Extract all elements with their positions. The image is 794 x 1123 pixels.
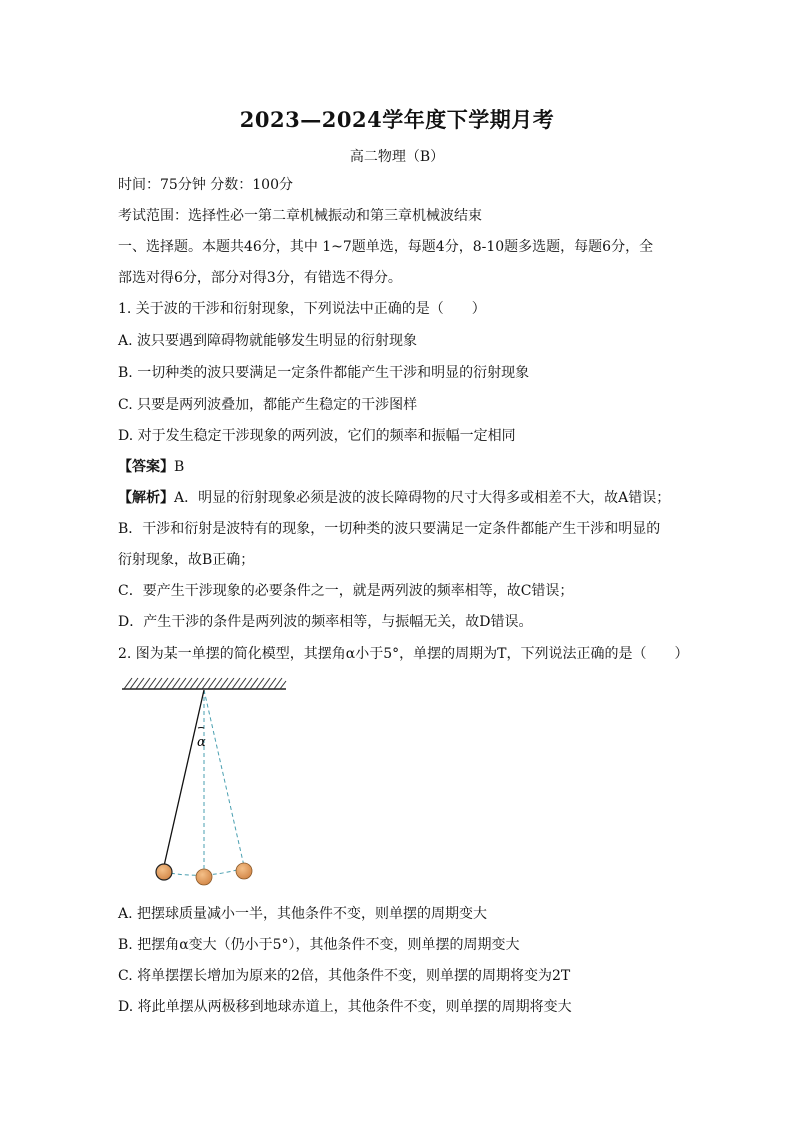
q1-analysis-line5: D．产生干涉的条件是两列波的频率相等，与振幅无关，故D错误。	[118, 614, 533, 630]
right-swing-line	[204, 690, 244, 866]
q1-answer	[118, 458, 184, 476]
section-heading-line2: 部选对得6分，部分对得3分，有错选不得分。	[118, 270, 402, 286]
q1-option-d: D. 对于发生稳定干涉现象的两列波，它们的频率和振幅一定相同	[118, 428, 516, 444]
analysis-text: A．明显的衍射现象必须是波的波长障碍物的尺寸大得多或相差不大，故A错误；	[174, 490, 671, 506]
q1-analysis-line2: B．干涉和衍射是波特有的现象，一切种类的波只要满足一定条件都能产生干涉和明显的	[118, 521, 661, 537]
ball-center	[196, 869, 212, 885]
q2-option-d: D. 将此单摆从两极移到地球赤道上，其他条件不变，则单摆的周期将变大	[118, 999, 572, 1015]
exam-subtitle: 高二物理（B）	[349, 149, 445, 165]
q1-stem: 1. 关于波的干涉和衍射现象，下列说法中正确的是（ ）	[118, 301, 486, 317]
answer-value: B	[174, 459, 185, 475]
q1-analysis-line1	[118, 489, 670, 507]
section-heading-line1: 一、选择题。本题共46分，其中 1~7题单选，每题4分，8-10题多选题，每题6分，全	[118, 239, 654, 255]
q1-analysis-line3: 衍射现象，故B正确；	[118, 552, 255, 568]
exam-time-info: 时间：75分钟 分数：100分	[118, 177, 293, 193]
q1-analysis-line4: C．要产生干涉现象的必要条件之一，就是两列波的频率相等，故C错误；	[118, 583, 574, 599]
ball-right	[236, 863, 252, 879]
q2-option-a: A. 把摆球质量减小一半，其他条件不变，则单摆的周期变大	[118, 906, 488, 922]
q2-stem: 2. 图为某一单摆的简化模型，其摆角α小于5°，单摆的周期为T，下列说法正确的是（ ）	[118, 646, 689, 662]
pendulum-string	[164, 690, 204, 866]
answer-tag: 【答案】	[118, 459, 174, 475]
alpha-label: α	[197, 735, 206, 750]
angle-arc	[198, 728, 204, 729]
q1-option-b: B. 一切种类的波只要满足一定条件都能产生干涉和明显的衍射现象	[118, 365, 530, 381]
ball-left	[156, 864, 172, 880]
pendulum-figure	[118, 676, 293, 888]
exam-title: 2023—2024学年度下学期月考	[239, 107, 555, 132]
q2-option-c: C. 将单摆摆长增加为原来的2倍，其他条件不变，则单摆的周期将变为2T	[118, 968, 571, 984]
q2-option-b: B. 把摆角α变大（仍小于5°），其他条件不变，则单摆的周期变大	[118, 937, 520, 953]
q1-option-c: C. 只要是两列波叠加，都能产生稳定的干涉图样	[118, 397, 418, 413]
ceiling-hatch	[122, 678, 286, 689]
q1-option-a: A. 波只要遇到障碍物就能够发生明显的衍射现象	[118, 333, 418, 349]
exam-scope-info: 考试范围：选择性必一第二章机械振动和第三章机械波结束	[118, 208, 482, 224]
analysis-tag: 【解析】	[118, 490, 174, 506]
